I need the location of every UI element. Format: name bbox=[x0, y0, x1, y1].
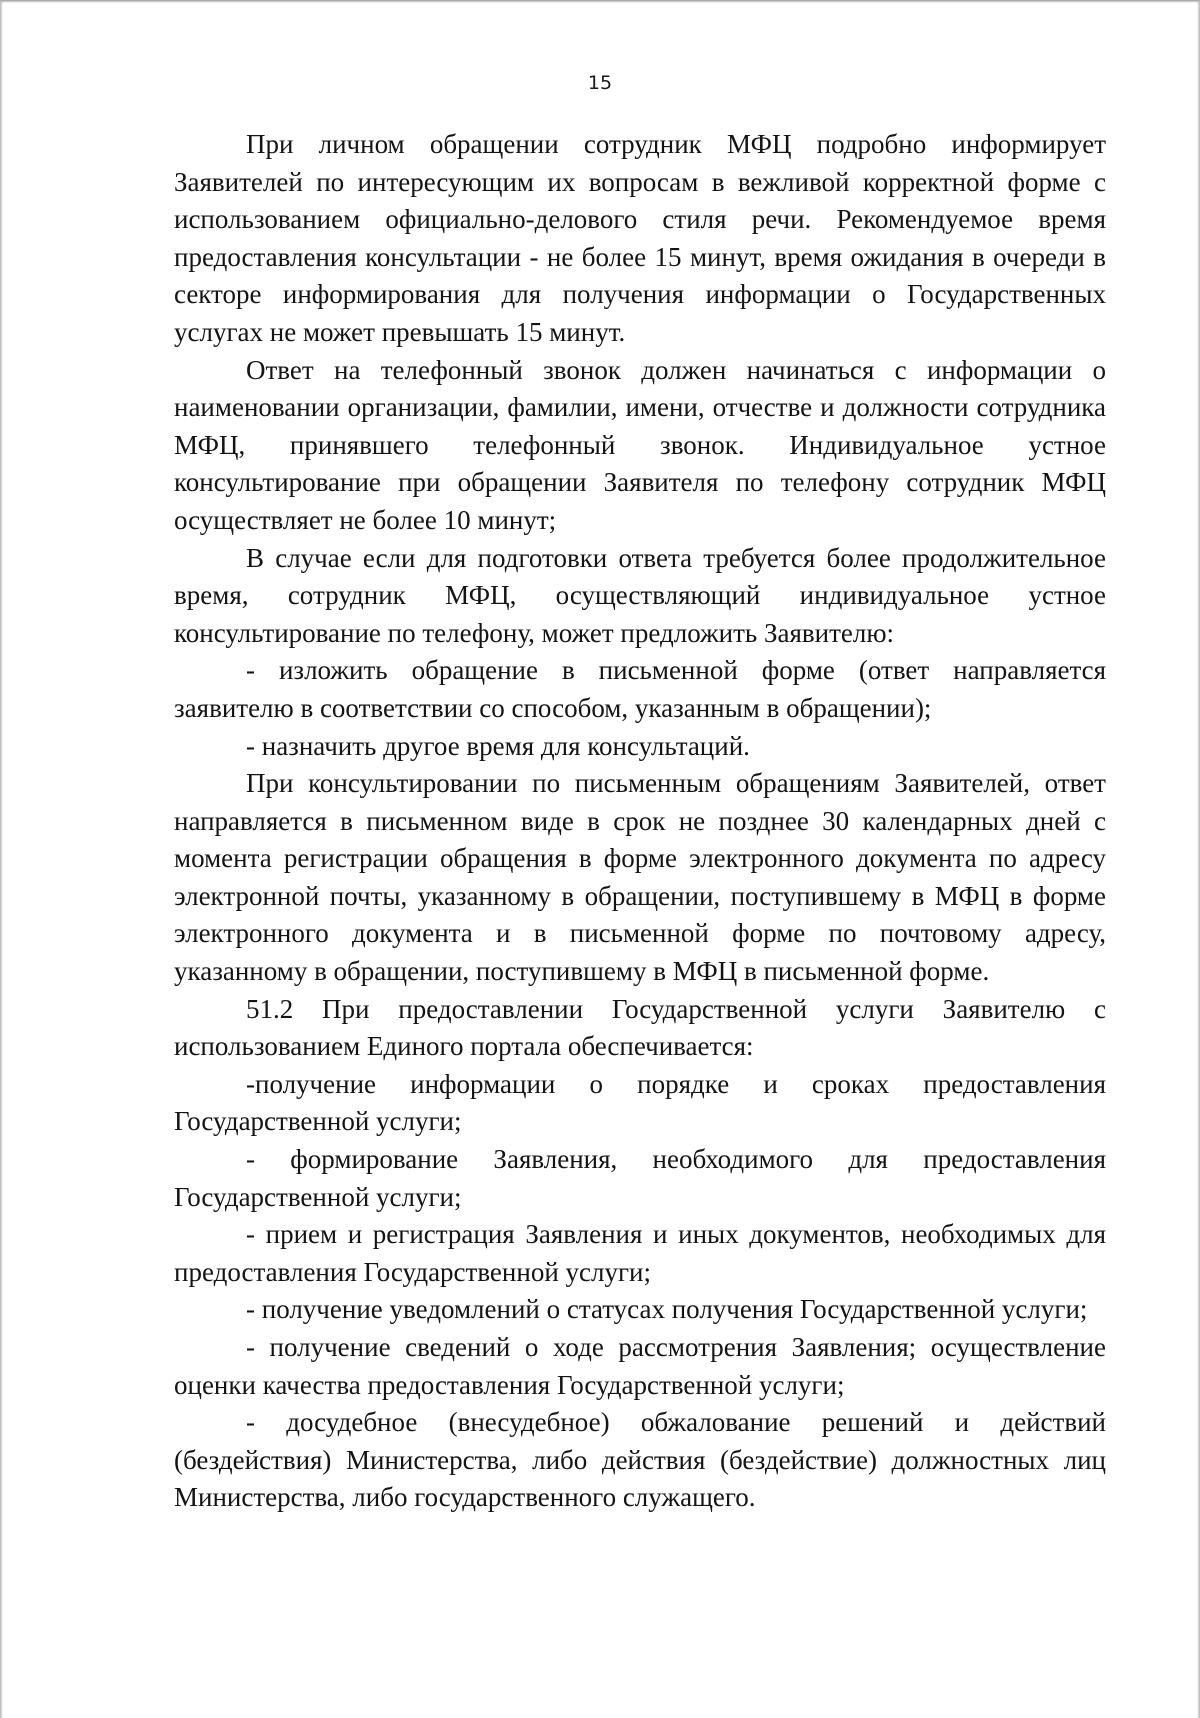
paragraph-longer-answer: В случае если для подготовки ответа требуется более продолжительное время, сотрудник МФЦ, осуществляющий индивидуальное устное консультирование по телефону, может предложить Заявителю: bbox=[174, 542, 1106, 648]
scan-left-edge bbox=[0, 0, 3, 1718]
paragraph-phone-answer: Ответ на телефонный звонок должен начинаться с информации о наименовании организации, фамилии, имени, отчестве и должности сотрудника МФЦ, принявшего телефонный звонок. Индивидуальное устное консультирование при обращении Заявителя по телефону сотрудник МФЦ осуществляет не более 10 минут; bbox=[174, 354, 1106, 535]
list-item-registration: - прием и регистрация Заявления и иных документов, необходимых для предоставления Государственной услуги; bbox=[174, 1219, 1106, 1287]
paragraph-written-requests: При консультировании по письменным обращениям Заявителей, ответ направляется в письменном виде в срок не позднее 30 календарных дней с момента регистрации обращения в форме электронного документа по адресу электронной почты, указанному в обращении, поступившему в МФЦ в форме электронного документа и в письменной форме по почтовому адресу, указанному в обращении, поступившему в МФЦ в письменной форме. bbox=[174, 768, 1106, 987]
list-item-info: -получение информации о порядке и сроках предоставления Государственной услуги; bbox=[174, 1068, 1106, 1137]
document-body bbox=[174, 126, 1106, 1517]
list-item-appeal: - досудебное (внесудебное) обжалование решений и действий (бездействия) Министерства, либо действия (бездействие) должностных лиц Министерства, либо государственного служащего. bbox=[174, 1407, 1106, 1513]
list-item-written-request: - изложить обращение в письменной форме (ответ направляется заявителю в соответствии со способом, указанным в обращении); bbox=[174, 655, 1106, 723]
paragraph-51-2: 51.2 При предоставлении Государственной услуги Заявителю с использованием Единого портала обеспечивается: bbox=[174, 993, 1106, 1062]
list-item-form-application: - формирование Заявления, необходимого для предоставления Государственной услуги; bbox=[174, 1144, 1106, 1212]
paragraph-mfc-personal-consultation: При личном обращении сотрудник МФЦ подробно информирует Заявителей по интересующим их вопросам в вежливой корректной форме с использованием официально-делового стиля речи. Рекомендуемое время предоставления консультации - не более 15 минут, время ожидания в очереди в секторе информирования для получения информации о Государственных услугах не может превышать 15 минут. bbox=[174, 129, 1106, 347]
page-number: 15 bbox=[587, 72, 613, 94]
list-item-other-time: - назначить другое время для консультаций. bbox=[246, 730, 750, 761]
list-item-notifications: - получение уведомлений о статусах получения Государственной услуги; bbox=[246, 1294, 1088, 1325]
list-item-progress-info: - получение сведений о ходе рассмотрения Заявления; осуществление оценки качества предоставления Государственной услуги; bbox=[174, 1332, 1106, 1400]
scan-top-edge bbox=[0, 0, 1200, 3]
